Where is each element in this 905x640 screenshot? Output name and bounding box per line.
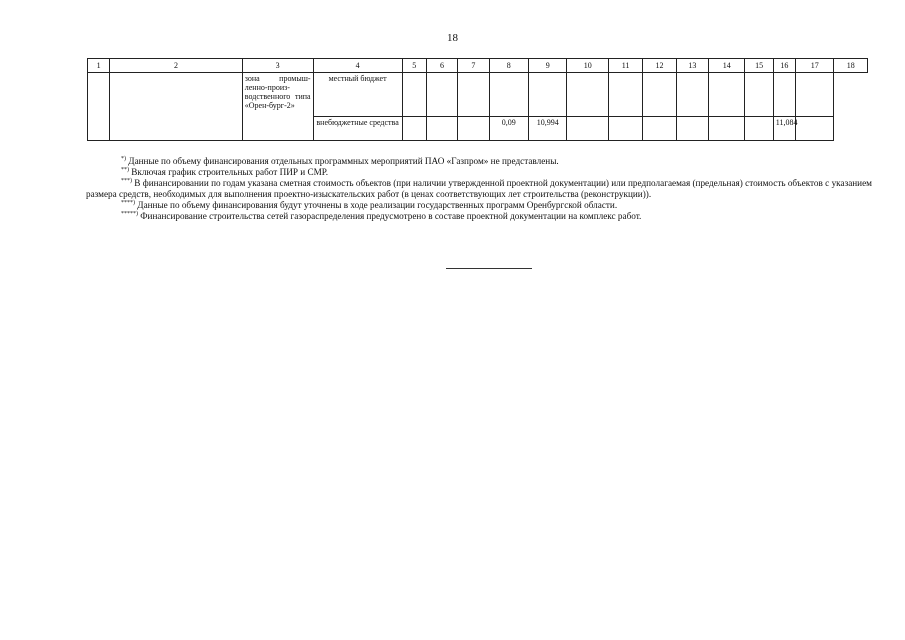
column-header: 1 [88,59,110,73]
table-header-row [88,59,868,73]
column-header: 5 [402,59,426,73]
column-header: 6 [426,59,457,73]
financing-table [87,58,868,141]
footnote: *) Данные по объему финансирования отдельных программных мероприятий ПАО «Газпром» не представлены. [121,156,559,166]
value-cell [709,73,745,117]
column-header: 7 [458,59,489,73]
value-cell [489,73,528,117]
value-cell [643,73,676,117]
column-header: 4 [313,59,402,73]
column-header: 10 [567,59,608,73]
column-header: 11 [608,59,642,73]
column-header: 3 [242,59,313,73]
page-number: 18 [447,32,458,44]
column-header: 13 [676,59,708,73]
value-cell [567,73,608,117]
column-header: 8 [489,59,528,73]
value-cell [458,117,489,141]
column-header: 14 [709,59,745,73]
value-cell [676,73,708,117]
column-header: 12 [643,59,676,73]
cell-col2 [110,73,243,141]
column-header: 2 [110,59,243,73]
value-cell [402,117,426,141]
column-header: 16 [773,59,795,73]
value-cell [796,73,834,117]
footnotes [86,156,872,222]
footnote: ****) Данные по объему финансирования будут уточнены в ходе реализации государственных программ Оренбургской области. [121,200,618,210]
value-cell [643,117,676,141]
value-cell [608,117,642,141]
table-row [88,73,868,117]
value-cell [529,73,567,117]
value-cell [796,117,834,141]
value-cell [608,73,642,117]
column-header: 15 [745,59,773,73]
source-cell: местный бюджет [313,73,402,117]
value-cell [458,73,489,117]
column-header: 9 [529,59,567,73]
value-cell: 10,994 [529,117,567,141]
value-cell [426,117,457,141]
value-cell [426,73,457,117]
value-cell [709,117,745,141]
closing-rule [446,268,532,269]
value-cell: 11,084 [773,117,795,141]
value-cell: 0,09 [489,117,528,141]
zone-cell: зона промыш-ленно-произ-водственного типа «Орен-бург-2» [242,73,313,141]
footnote: **) Включая график строительных работ ПИР и СМР. [121,167,329,177]
column-header: 18 [834,59,868,73]
column-header: 17 [796,59,834,73]
footnote: ***) В финансировании по годам указана сметная стоимость объектов (при наличии утвержденной проектной документации) или предполагаемая (предельная) стоимость объектов с указанием размера средств, необходимых для выполнения проектно-изыскательских работ (в ценах соответствующих лет строительства (реконструкции)). [86,178,872,199]
value-cell [773,73,795,117]
value-cell [402,73,426,117]
cell-col1 [88,73,110,141]
value-cell [745,117,773,141]
value-cell [745,73,773,117]
value-cell [676,117,708,141]
source-cell: внебюджетные средства [313,117,402,141]
value-cell [567,117,608,141]
footnote: *****) Финансирование строительства сетей газораспределения предусмотрено в составе проектной документации на комплекс работ. [121,211,642,221]
